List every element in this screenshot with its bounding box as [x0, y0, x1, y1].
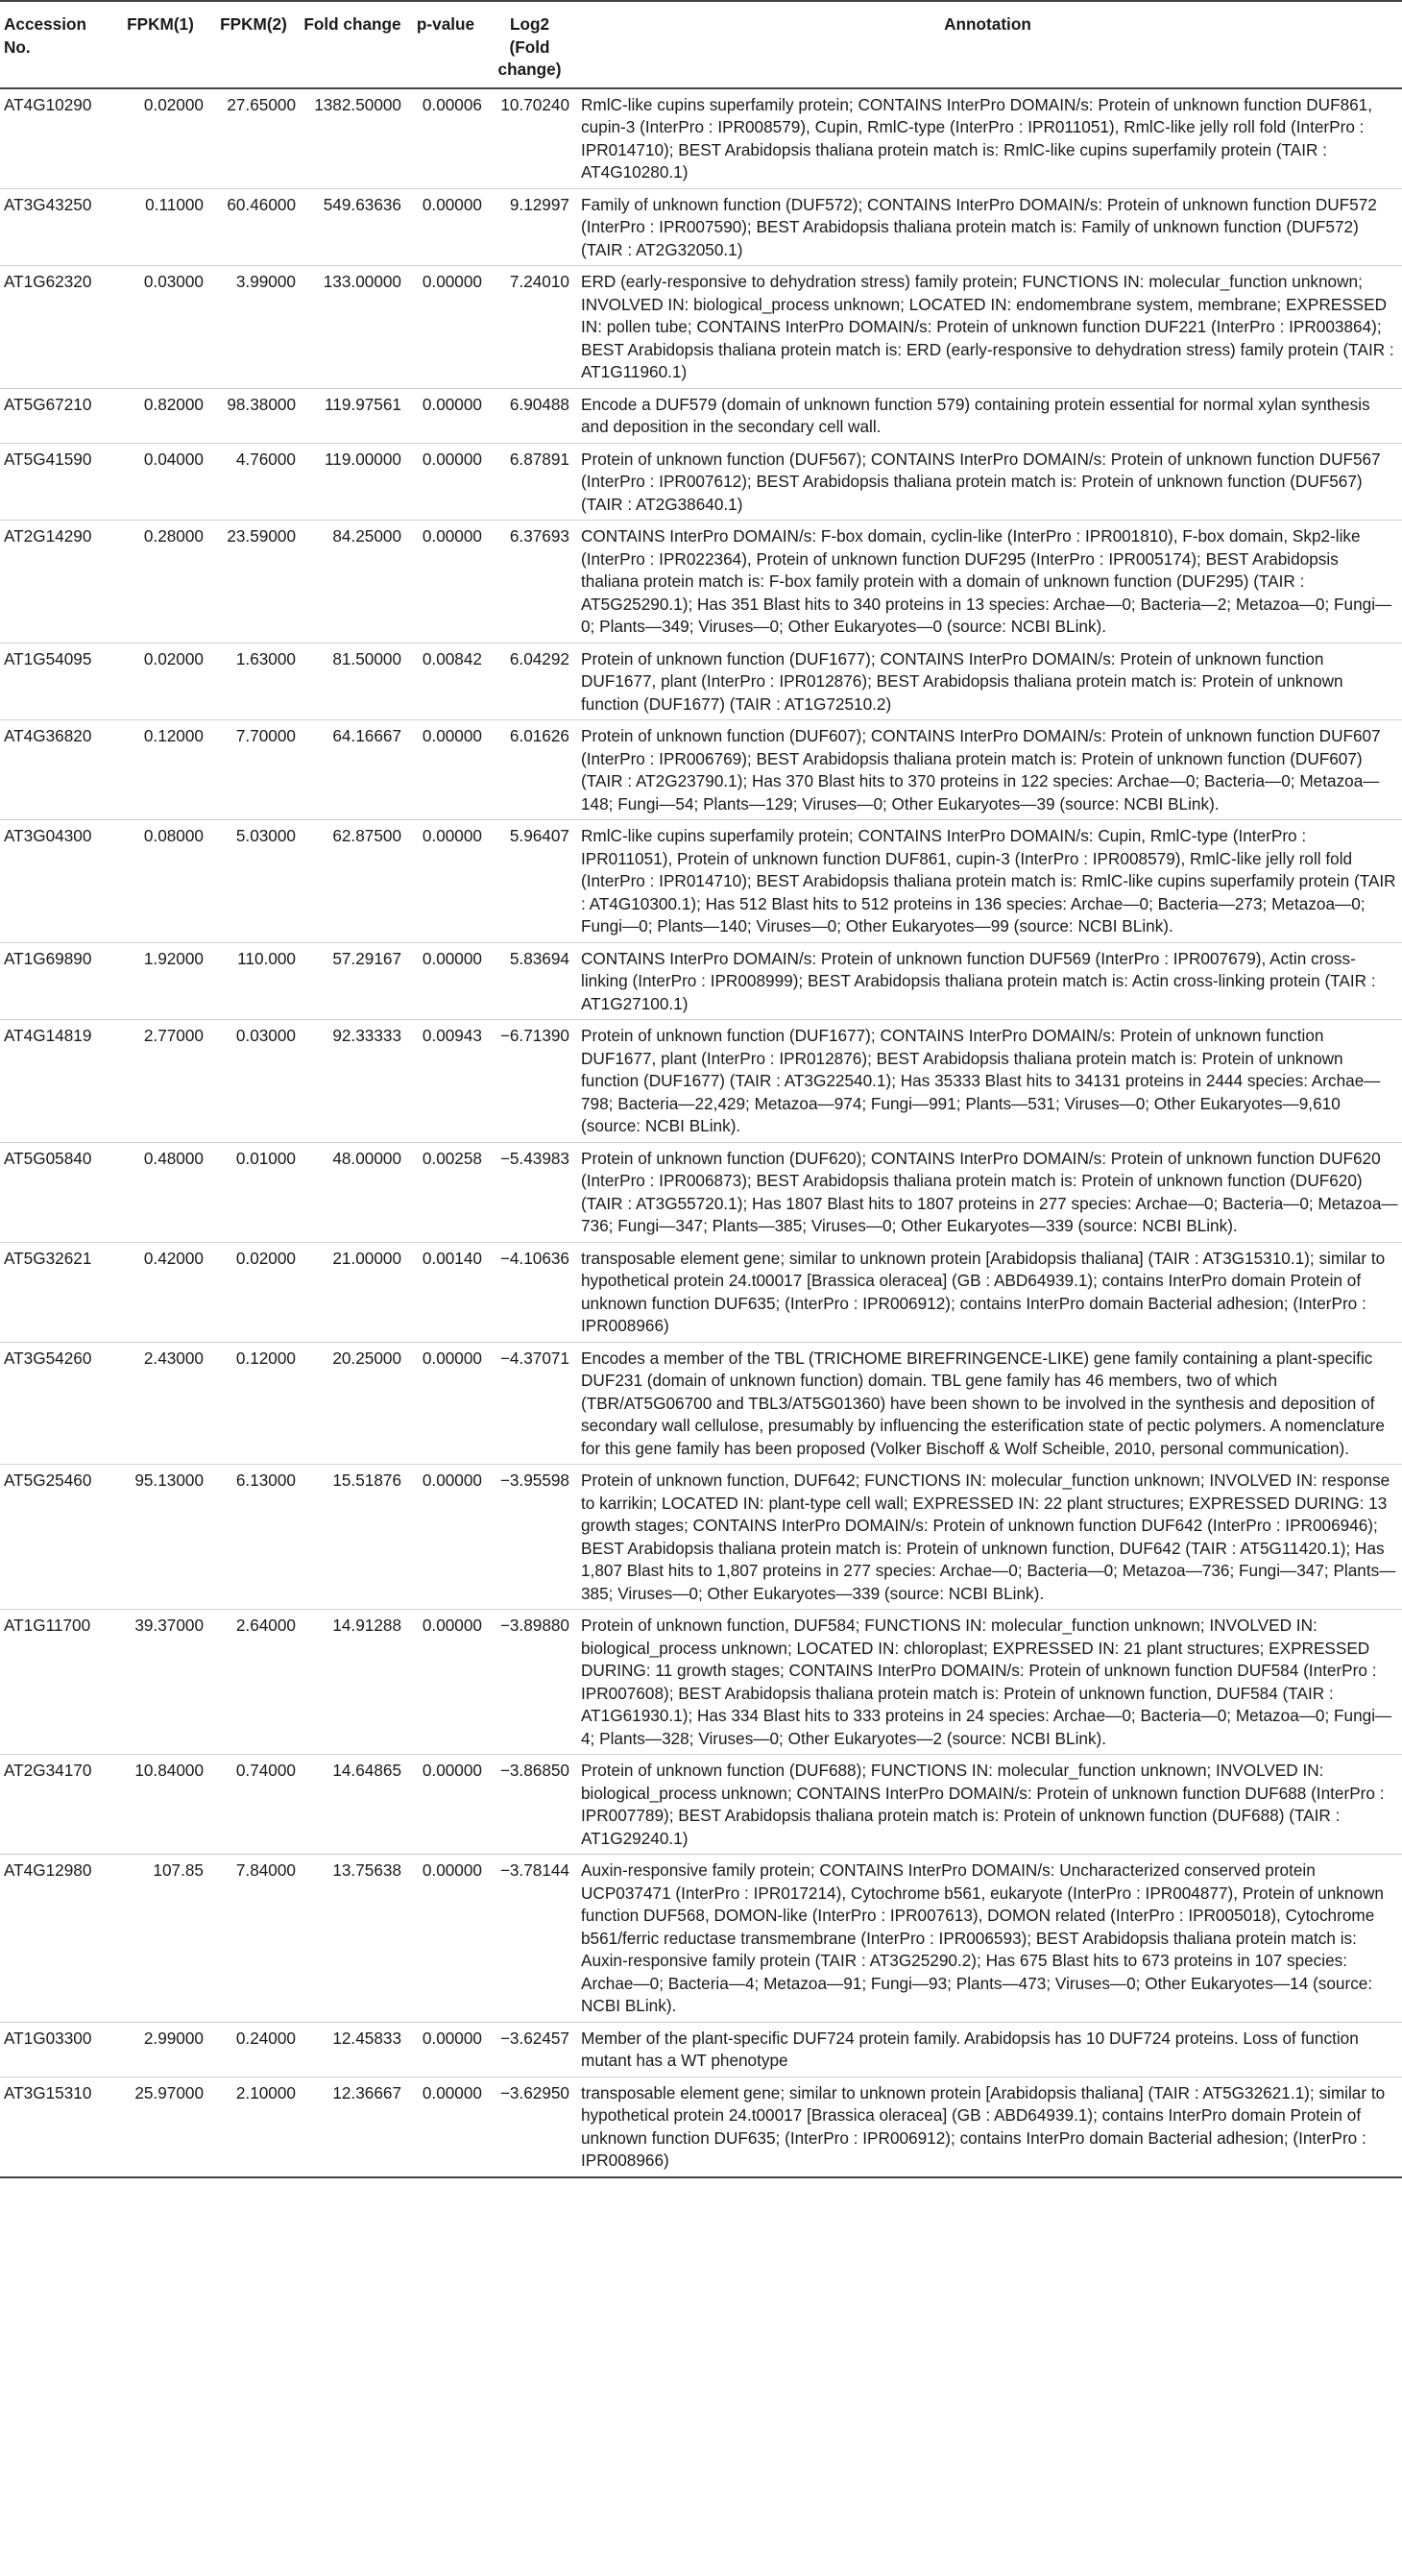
cell-fpkm1: 2.43000 — [113, 1342, 207, 1465]
table-row — [0, 388, 1402, 443]
table-header — [0, 1, 1402, 88]
cell-fpkm1: 0.82000 — [113, 388, 207, 443]
cell-p-value: 0.00000 — [405, 1755, 486, 1855]
cell-p-value: 0.00000 — [405, 188, 486, 266]
header-fpkm1: FPKM(1) — [113, 1, 207, 88]
cell-log2-fold-change: 6.01626 — [486, 720, 573, 820]
cell-fpkm1: 0.12000 — [113, 720, 207, 820]
cell-fpkm2: 0.24000 — [207, 2022, 300, 2077]
cell-log2-fold-change: 6.37693 — [486, 521, 573, 644]
header-log2-fold-change: Log2 (Fold change) — [486, 1, 573, 88]
cell-fold-change: 15.51876 — [300, 1465, 405, 1610]
cell-fold-change: 119.97561 — [300, 388, 405, 443]
cell-accession: AT1G62320 — [0, 266, 113, 389]
cell-p-value: 0.00006 — [405, 88, 486, 189]
cell-p-value: 0.00000 — [405, 942, 486, 1020]
table-row — [0, 1020, 1402, 1143]
cell-fpkm1: 25.97000 — [113, 2077, 207, 2177]
cell-fold-change: 119.00000 — [300, 443, 405, 521]
cell-accession: AT1G69890 — [0, 942, 113, 1020]
cell-fpkm1: 0.02000 — [113, 88, 207, 189]
cell-fpkm1: 0.03000 — [113, 266, 207, 389]
cell-p-value: 0.00943 — [405, 1020, 486, 1143]
cell-p-value: 0.00000 — [405, 1855, 486, 2023]
cell-accession: AT5G32621 — [0, 1242, 113, 1342]
cell-fold-change: 133.00000 — [300, 266, 405, 389]
cell-annotation: Protein of unknown function (DUF567); CONTAINS InterPro DOMAIN/s: Protein of unknown function DUF567 (InterPro : IPR007612); BEST Arabidopsis thaliana protein match is: Protein of unknown function (DUF567) (TAIR : AT2G38640.1) — [573, 443, 1402, 521]
cell-fpkm2: 2.64000 — [207, 1610, 300, 1755]
cell-fpkm2: 0.02000 — [207, 1242, 300, 1342]
cell-annotation: transposable element gene; similar to unknown protein [Arabidopsis thaliana] (TAIR : AT5G32621.1); similar to hypothetical protein 24.t00017 [Brassica oleracea] (GB : ABD64939.1); contains InterPro domain Protein of unknown function DUF635; (InterPro : IPR006912); contains InterPro domain Bacterial adhesion; (InterPro : IPR008966) — [573, 2077, 1402, 2177]
table-row — [0, 188, 1402, 266]
cell-fpkm2: 60.46000 — [207, 188, 300, 266]
cell-accession: AT2G14290 — [0, 521, 113, 644]
cell-annotation: Protein of unknown function (DUF620); CONTAINS InterPro DOMAIN/s: Protein of unknown function DUF620 (InterPro : IPR006873); BEST Arabidopsis thaliana protein match is: Protein of unknown function (DUF620) (TAIR : AT3G55720.1); Has 1807 Blast hits to 1807 proteins in 277 species: Archae—0; Bacteria—0; Metazoa—736; Fungi—347; Plants—385; Viruses—0; Other Eukaryotes—339 (source: NCBI BLink). — [573, 1142, 1402, 1242]
table-row — [0, 820, 1402, 943]
cell-accession: AT3G43250 — [0, 188, 113, 266]
cell-fpkm1: 0.02000 — [113, 643, 207, 720]
cell-fpkm2: 1.63000 — [207, 643, 300, 720]
cell-fpkm1: 95.13000 — [113, 1465, 207, 1610]
cell-fpkm1: 0.04000 — [113, 443, 207, 521]
cell-annotation: RmlC-like cupins superfamily protein; CONTAINS InterPro DOMAIN/s: Cupin, RmlC-type (InterPro : IPR011051), Protein of unknown function DUF861, cupin-3 (InterPro : IPR008579), RmlC-like jelly roll fold (InterPro : IPR014710); BEST Arabidopsis thaliana protein match is: RmlC-like cupins superfamily protein (TAIR : AT4G10300.1); Has 512 Blast hits to 512 proteins in 136 species: Archae—0; Bacteria—273; Metazoa—0; Fungi—0; Plants—140; Viruses—0; Other Eukaryotes—99 (source: NCBI BLink). — [573, 820, 1402, 943]
table-row — [0, 521, 1402, 644]
cell-log2-fold-change: 6.90488 — [486, 388, 573, 443]
cell-annotation: Encode a DUF579 (domain of unknown function 579) containing protein essential for normal xylan synthesis and deposition in the secondary cell wall. — [573, 388, 1402, 443]
cell-fold-change: 12.45833 — [300, 2022, 405, 2077]
cell-annotation: Member of the plant-specific DUF724 protein family. Arabidopsis has 10 DUF724 proteins. Loss of function mutant has a WT phenotype — [573, 2022, 1402, 2077]
cell-fold-change: 57.29167 — [300, 942, 405, 1020]
cell-fold-change: 84.25000 — [300, 521, 405, 644]
header-fold-change: Fold change — [300, 1, 405, 88]
cell-log2-fold-change: 5.96407 — [486, 820, 573, 943]
cell-fpkm2: 0.12000 — [207, 1342, 300, 1465]
header-accession: Accession No. — [0, 1, 113, 88]
cell-fold-change: 92.33333 — [300, 1020, 405, 1143]
cell-p-value: 0.00000 — [405, 2077, 486, 2177]
cell-fold-change: 62.87500 — [300, 820, 405, 943]
cell-fold-change: 14.91288 — [300, 1610, 405, 1755]
cell-log2-fold-change: −4.37071 — [486, 1342, 573, 1465]
cell-accession: AT2G34170 — [0, 1755, 113, 1855]
cell-p-value: 0.00000 — [405, 1610, 486, 1755]
cell-fpkm2: 6.13000 — [207, 1465, 300, 1610]
cell-log2-fold-change: −5.43983 — [486, 1142, 573, 1242]
cell-accession: AT3G04300 — [0, 820, 113, 943]
cell-annotation: transposable element gene; similar to unknown protein [Arabidopsis thaliana] (TAIR : AT3G15310.1); similar to hypothetical protein 24.t00017 [Brassica oleracea] (GB : ABD64939.1); contains InterPro domain Protein of unknown function DUF635; (InterPro : IPR006912); contains InterPro domain Bacterial adhesion; (InterPro : IPR008966) — [573, 1242, 1402, 1342]
table-row — [0, 643, 1402, 720]
table-row — [0, 1610, 1402, 1755]
cell-fold-change: 14.64865 — [300, 1755, 405, 1855]
cell-fpkm1: 0.42000 — [113, 1242, 207, 1342]
cell-fpkm2: 23.59000 — [207, 521, 300, 644]
cell-fpkm2: 0.01000 — [207, 1142, 300, 1242]
cell-p-value: 0.00258 — [405, 1142, 486, 1242]
cell-p-value: 0.00842 — [405, 643, 486, 720]
cell-fold-change: 21.00000 — [300, 1242, 405, 1342]
cell-fpkm2: 3.99000 — [207, 266, 300, 389]
cell-fold-change: 12.36667 — [300, 2077, 405, 2177]
cell-p-value: 0.00000 — [405, 2022, 486, 2077]
cell-fpkm1: 107.85 — [113, 1855, 207, 2023]
cell-accession: AT1G11700 — [0, 1610, 113, 1755]
cell-annotation: ERD (early-responsive to dehydration stress) family protein; FUNCTIONS IN: molecular_function unknown; INVOLVED IN: biological_process unknown; LOCATED IN: endomembrane system, membrane; EXPRESSED IN: pollen tube; CONTAINS InterPro DOMAIN/s: Protein of unknown function DUF221 (InterPro : IPR003864); BEST Arabidopsis thaliana protein match is: ERD (early-responsive to dehydration stress) family protein (TAIR : AT1G11960.1) — [573, 266, 1402, 389]
cell-p-value: 0.00140 — [405, 1242, 486, 1342]
cell-log2-fold-change: −3.78144 — [486, 1855, 573, 2023]
cell-log2-fold-change: 5.83694 — [486, 942, 573, 1020]
cell-accession: AT5G67210 — [0, 388, 113, 443]
cell-p-value: 0.00000 — [405, 720, 486, 820]
cell-fpkm1: 0.08000 — [113, 820, 207, 943]
cell-log2-fold-change: −6.71390 — [486, 1020, 573, 1143]
cell-fpkm1: 0.28000 — [113, 521, 207, 644]
cell-fold-change: 81.50000 — [300, 643, 405, 720]
cell-log2-fold-change: 9.12997 — [486, 188, 573, 266]
table-row — [0, 2022, 1402, 2077]
cell-annotation: Protein of unknown function (DUF1677); CONTAINS InterPro DOMAIN/s: Protein of unknown function DUF1677, plant (InterPro : IPR012876); BEST Arabidopsis thaliana protein match is: Protein of unknown function (DUF1677) (TAIR : AT3G22540.1); Has 35333 Blast hits to 34131 proteins in 2444 species: Archae—798; Bacteria—22,429; Metazoa—974; Fungi—991; Plants—531; Viruses—0; Other Eukaryotes—9,610 (source: NCBI BLink). — [573, 1020, 1402, 1143]
cell-fpkm1: 2.99000 — [113, 2022, 207, 2077]
header-fpkm2: FPKM(2) — [207, 1, 300, 88]
cell-fold-change: 20.25000 — [300, 1342, 405, 1465]
cell-fpkm2: 0.74000 — [207, 1755, 300, 1855]
table-row — [0, 2077, 1402, 2177]
cell-p-value: 0.00000 — [405, 266, 486, 389]
cell-accession: AT5G25460 — [0, 1465, 113, 1610]
cell-fold-change: 1382.50000 — [300, 88, 405, 189]
cell-fpkm1: 1.92000 — [113, 942, 207, 1020]
cell-fpkm2: 98.38000 — [207, 388, 300, 443]
table-row — [0, 1142, 1402, 1242]
table-row — [0, 1755, 1402, 1855]
cell-accession: AT1G54095 — [0, 643, 113, 720]
cell-fpkm2: 110.000 — [207, 942, 300, 1020]
cell-log2-fold-change: −3.62457 — [486, 2022, 573, 2077]
table-row — [0, 720, 1402, 820]
header-p-value: p-value — [405, 1, 486, 88]
cell-accession: AT5G41590 — [0, 443, 113, 521]
cell-annotation: Auxin-responsive family protein; CONTAINS InterPro DOMAIN/s: Uncharacterized conserved protein UCP037471 (InterPro : IPR017214), Cytochrome b561, eukaryote (InterPro : IPR004877), Protein of unknown function DUF568, DOMON-like (InterPro : IPR007613), DOMON related (InterPro : IPR005018), Cytochrome b561/ferric reductase transmembrane (InterPro : IPR006593); BEST Arabidopsis thaliana protein match is: Auxin-responsive family protein (TAIR : AT3G25290.2); Has 675 Blast hits to 673 proteins in 107 species: Archae—0; Bacteria—4; Metazoa—91; Fungi—93; Plants—473; Viruses—0; Other Eukaryotes—14 (source: NCBI BLink). — [573, 1855, 1402, 2023]
cell-p-value: 0.00000 — [405, 388, 486, 443]
table-row — [0, 942, 1402, 1020]
cell-fold-change: 13.75638 — [300, 1855, 405, 2023]
cell-accession: AT3G54260 — [0, 1342, 113, 1465]
table-row — [0, 1242, 1402, 1342]
cell-fpkm2: 2.10000 — [207, 2077, 300, 2177]
table-row — [0, 88, 1402, 189]
cell-log2-fold-change: −3.62950 — [486, 2077, 573, 2177]
cell-fold-change: 48.00000 — [300, 1142, 405, 1242]
cell-log2-fold-change: 6.87891 — [486, 443, 573, 521]
cell-fpkm1: 2.77000 — [113, 1020, 207, 1143]
cell-accession: AT4G10290 — [0, 88, 113, 189]
cell-accession: AT1G03300 — [0, 2022, 113, 2077]
header-row — [0, 1, 1402, 88]
cell-fold-change: 549.63636 — [300, 188, 405, 266]
table-row — [0, 1465, 1402, 1610]
cell-fpkm2: 7.70000 — [207, 720, 300, 820]
table-body — [0, 88, 1402, 2177]
cell-annotation: RmlC-like cupins superfamily protein; CONTAINS InterPro DOMAIN/s: Protein of unknown function DUF861, cupin-3 (InterPro : IPR008579), Cupin, RmlC-type (InterPro : IPR011051), RmlC-like jelly roll fold (InterPro : IPR014710); BEST Arabidopsis thaliana protein match is: RmlC-like cupins superfamily protein (TAIR : AT4G10280.1) — [573, 88, 1402, 189]
table-row — [0, 266, 1402, 389]
cell-accession: AT4G12980 — [0, 1855, 113, 2023]
cell-annotation: Protein of unknown function (DUF688); FUNCTIONS IN: molecular_function unknown; INVOLVED IN: biological_process unknown; CONTAINS InterPro DOMAIN/s: Protein of unknown function DUF688 (InterPro : IPR007789); BEST Arabidopsis thaliana protein match is: Protein of unknown function (DUF688) (TAIR : AT1G29240.1) — [573, 1755, 1402, 1855]
cell-annotation: Family of unknown function (DUF572); CONTAINS InterPro DOMAIN/s: Protein of unknown function DUF572 (InterPro : IPR007590); BEST Arabidopsis thaliana protein match is: Family of unknown function (DUF572) (TAIR : AT2G32050.1) — [573, 188, 1402, 266]
cell-annotation: Protein of unknown function, DUF642; FUNCTIONS IN: molecular_function unknown; INVOLVED IN: response to karrikin; LOCATED IN: plant-type cell wall; EXPRESSED IN: 22 plant structures; EXPRESSED DURING: 13 growth stages; CONTAINS InterPro DOMAIN/s: Protein of unknown function DUF642 (InterPro : IPR006946); BEST Arabidopsis thaliana protein match is: Protein of unknown function, DUF642 (TAIR : AT5G11420.1); Has 1,807 Blast hits to 1,807 proteins in 277 species: Archae—0; Bacteria—0; Metazoa—736; Fungi—347; Plants—385; Viruses—0; Other Eukaryotes—339 (source: NCBI BLink). — [573, 1465, 1402, 1610]
table-row — [0, 1855, 1402, 2023]
cell-fpkm1: 39.37000 — [113, 1610, 207, 1755]
table-row — [0, 443, 1402, 521]
cell-p-value: 0.00000 — [405, 1465, 486, 1610]
cell-log2-fold-change: −4.10636 — [486, 1242, 573, 1342]
cell-log2-fold-change: −3.95598 — [486, 1465, 573, 1610]
cell-fpkm2: 7.84000 — [207, 1855, 300, 2023]
cell-accession: AT3G15310 — [0, 2077, 113, 2177]
cell-accession: AT4G14819 — [0, 1020, 113, 1143]
cell-fpkm1: 10.84000 — [113, 1755, 207, 1855]
cell-annotation: Protein of unknown function, DUF584; FUNCTIONS IN: molecular_function unknown; INVOLVED IN: biological_process unknown; LOCATED IN: chloroplast; EXPRESSED IN: 21 plant structures; EXPRESSED DURING: 11 growth stages; CONTAINS InterPro DOMAIN/s: Protein of unknown function DUF584 (InterPro : IPR007608); BEST Arabidopsis thaliana protein match is: Protein of unknown function, DUF584 (TAIR : AT1G61930.1); Has 334 Blast hits to 333 proteins in 24 species: Archae—0; Bacteria—0; Metazoa—0; Fungi—4; Plants—328; Viruses—0; Other Eukaryotes—2 (source: NCBI BLink). — [573, 1610, 1402, 1755]
cell-annotation: Encodes a member of the TBL (TRICHOME BIREFRINGENCE-LIKE) gene family containing a plant-specific DUF231 (domain of unknown function) domain. TBL gene family has 46 members, two of which (TBR/AT5G06700 and TBL3/AT5G01360) have been shown to be involved in the synthesis and deposition of secondary wall cellulose, presumably by influencing the esterification state of pectic polymers. A nomenclature for this gene family has been proposed (Volker Bischoff & Wolf Scheible, 2010, personal communication). — [573, 1342, 1402, 1465]
header-annotation: Annotation — [573, 1, 1402, 88]
cell-fold-change: 64.16667 — [300, 720, 405, 820]
cell-annotation: Protein of unknown function (DUF1677); CONTAINS InterPro DOMAIN/s: Protein of unknown function DUF1677, plant (InterPro : IPR012876); BEST Arabidopsis thaliana protein match is: Protein of unknown function (DUF1677) (TAIR : AT1G72510.2) — [573, 643, 1402, 720]
cell-p-value: 0.00000 — [405, 443, 486, 521]
cell-annotation: CONTAINS InterPro DOMAIN/s: Protein of unknown function DUF569 (InterPro : IPR007679), Actin cross-linking (InterPro : IPR008999); BEST Arabidopsis thaliana protein match is: Actin cross-linking protein (TAIR : AT1G27100.1) — [573, 942, 1402, 1020]
cell-annotation: Protein of unknown function (DUF607); CONTAINS InterPro DOMAIN/s: Protein of unknown function DUF607 (InterPro : IPR006769); BEST Arabidopsis thaliana protein match is: Protein of unknown function (DUF607) (TAIR : AT2G23790.1); Has 370 Blast hits to 370 proteins in 122 species: Archae—0; Bacteria—0; Metazoa—148; Fungi—54; Plants—129; Viruses—0; Other Eukaryotes—39 (source: NCBI BLink). — [573, 720, 1402, 820]
cell-p-value: 0.00000 — [405, 1342, 486, 1465]
cell-fpkm2: 27.65000 — [207, 88, 300, 189]
cell-fpkm1: 0.48000 — [113, 1142, 207, 1242]
cell-accession: AT4G36820 — [0, 720, 113, 820]
cell-log2-fold-change: −3.89880 — [486, 1610, 573, 1755]
cell-fpkm2: 0.03000 — [207, 1020, 300, 1143]
cell-fpkm2: 5.03000 — [207, 820, 300, 943]
cell-fpkm1: 0.11000 — [113, 188, 207, 266]
cell-log2-fold-change: 10.70240 — [486, 88, 573, 189]
cell-accession: AT5G05840 — [0, 1142, 113, 1242]
cell-log2-fold-change: −3.86850 — [486, 1755, 573, 1855]
cell-log2-fold-change: 6.04292 — [486, 643, 573, 720]
cell-fpkm2: 4.76000 — [207, 443, 300, 521]
cell-log2-fold-change: 7.24010 — [486, 266, 573, 389]
cell-p-value: 0.00000 — [405, 820, 486, 943]
cell-p-value: 0.00000 — [405, 521, 486, 644]
cell-annotation: CONTAINS InterPro DOMAIN/s: F-box domain, cyclin-like (InterPro : IPR001810), F-box domain, Skp2-like (InterPro : IPR022364), Protein of unknown function DUF295 (InterPro : IPR005174); BEST Arabidopsis thaliana protein match is: F-box family protein with a domain of unknown function (DUF295) (TAIR : AT5G25290.1); Has 351 Blast hits to 340 proteins in 13 species: Archae—0; Bacteria—2; Metazoa—0; Fungi—0; Plants—349; Viruses—0; Other Eukaryotes—0 (source: NCBI BLink). — [573, 521, 1402, 644]
table-row — [0, 1342, 1402, 1465]
